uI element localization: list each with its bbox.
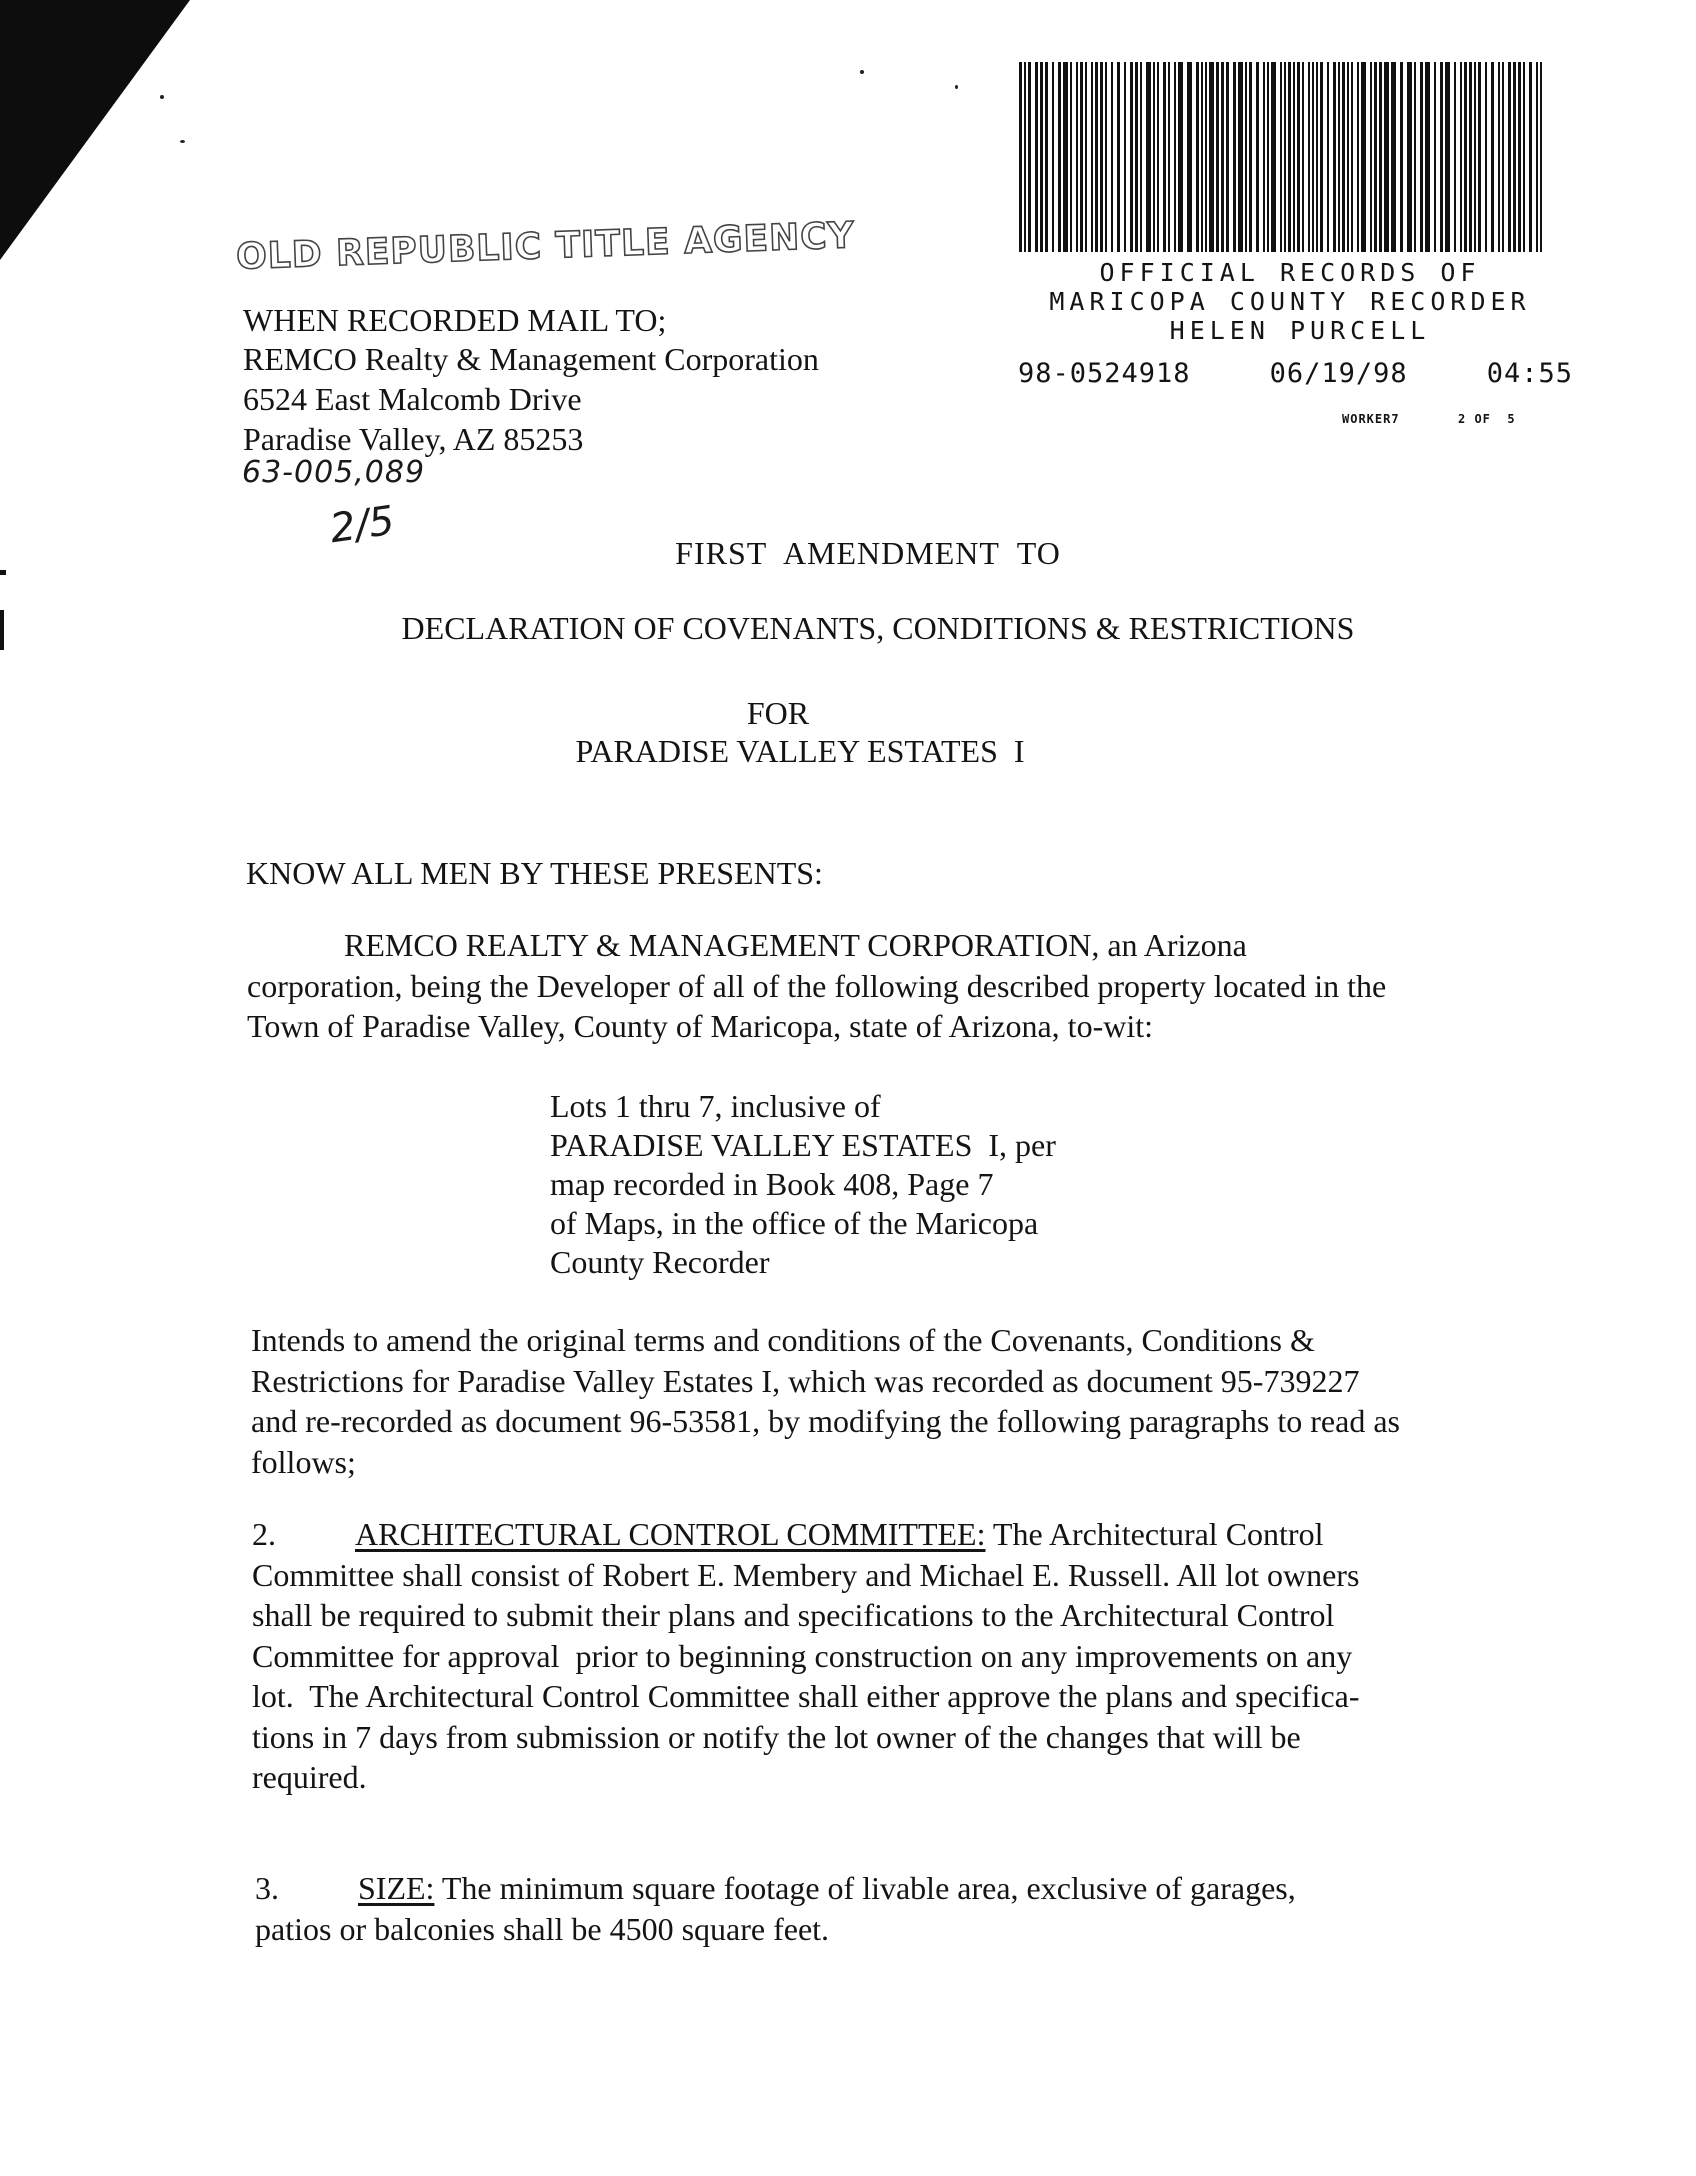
barcode-bar xyxy=(1293,62,1295,252)
paragraph-first-line xyxy=(252,1514,1442,1555)
barcode-bar xyxy=(1333,62,1336,252)
barcode-bar xyxy=(1316,62,1318,252)
legal-description-line: map recorded in Book 408, Page 7 xyxy=(550,1166,994,1202)
barcode-bar xyxy=(1019,62,1022,252)
barcode-bar xyxy=(1035,62,1038,252)
barcode-bar xyxy=(1040,62,1043,252)
paragraph-first-line xyxy=(255,1868,1445,1909)
scan-speck xyxy=(160,95,164,99)
paragraph-line: tions in 7 days from submission or notify the lot owner of the changes that will be xyxy=(252,1718,1301,1755)
barcode-bar xyxy=(1536,62,1538,252)
scan-speck xyxy=(860,70,864,74)
barcode-bar xyxy=(1529,62,1532,252)
scan-edge-mark xyxy=(0,610,4,650)
barcode-bar xyxy=(1058,62,1061,252)
paragraph-heading: SIZE: xyxy=(358,1870,435,1906)
barcode-bar xyxy=(1478,62,1481,252)
paragraph-number: 3. xyxy=(255,1870,279,1906)
paragraph-line: The Architectural Control xyxy=(985,1516,1324,1552)
barcode-bar xyxy=(1327,62,1329,252)
paragraph-number: 2. xyxy=(252,1516,276,1552)
mail-to-heading: WHEN RECORDED MAIL TO; xyxy=(243,302,667,338)
barcode-bar xyxy=(1464,62,1467,252)
legal-description xyxy=(550,1087,1056,1282)
barcode-bar xyxy=(1425,62,1430,252)
barcode-bar xyxy=(1379,62,1382,252)
intro-line: corporation, being the Developer of all of the following described property located in the xyxy=(247,967,1387,1004)
barcode-bar xyxy=(1095,62,1098,252)
barcode-bar xyxy=(1302,62,1304,252)
barcode-bar xyxy=(1157,62,1159,252)
barcode-bar xyxy=(1256,62,1259,252)
intro-line: Town of Paradise Valley, County of Maricopa, state of Arizona, to-wit: xyxy=(247,1008,1153,1044)
paragraph-line: required. xyxy=(252,1759,367,1795)
barcode-bar xyxy=(1221,62,1224,252)
barcode-bar xyxy=(1052,62,1054,252)
barcode-bar xyxy=(1523,62,1525,252)
barcode-bar xyxy=(1178,62,1183,252)
barcode-bar xyxy=(1370,62,1372,252)
barcode-bar xyxy=(1209,62,1214,252)
barcode-bar xyxy=(1312,62,1314,252)
legal-description-line: County Recorder xyxy=(550,1244,770,1280)
barcode-bar xyxy=(1124,62,1126,252)
barcode-bar xyxy=(1226,62,1229,252)
barcode-bar xyxy=(1518,62,1521,252)
barcode-bar xyxy=(1454,62,1456,252)
barcode-bar xyxy=(1288,62,1291,252)
barcode-bar xyxy=(1351,62,1353,252)
recorder-line-3: HELEN PURCELL xyxy=(1169,316,1431,345)
scan-edge-mark xyxy=(0,570,6,575)
paragraph-heading: ARCHITECTURAL CONTROL COMMITTEE: xyxy=(355,1516,986,1552)
title-line-4: PARADISE VALLEY ESTATES I xyxy=(575,733,1025,769)
amendment-line: Restrictions for Paradise Valley Estates I, which was recorded as document 95-739227 xyxy=(251,1362,1360,1399)
intro-line: REMCO REALTY & MANAGEMENT CORPORATION, an Arizona xyxy=(344,927,1247,963)
title-line-1: FIRST AMENDMENT TO xyxy=(675,535,1061,571)
barcode-bar xyxy=(1414,62,1416,252)
barcode-bar xyxy=(1491,62,1494,252)
barcode-bar xyxy=(1460,62,1462,252)
mail-to-address xyxy=(243,300,819,459)
barcode-bar xyxy=(1233,62,1236,252)
barcode-bar xyxy=(1135,62,1138,252)
barcode-bar xyxy=(1091,62,1093,252)
barcode-bar xyxy=(1407,62,1412,252)
barcode-bar xyxy=(1297,62,1300,252)
barcode-bar xyxy=(1249,62,1252,252)
barcode-bar xyxy=(1117,62,1120,252)
barcode-bar xyxy=(1513,62,1516,252)
barcode-bar xyxy=(1347,62,1349,252)
barcode-bar xyxy=(1263,62,1265,252)
paragraph-size xyxy=(255,1868,1445,1949)
amendment-line: Intends to amend the original terms and conditions of the Covenants, Conditions & xyxy=(251,1322,1315,1358)
legal-description-line: PARADISE VALLEY ESTATES I, per xyxy=(550,1127,1056,1163)
barcode-bar xyxy=(1308,62,1310,252)
barcode-bar xyxy=(1201,62,1203,252)
barcode-bar xyxy=(1140,62,1142,252)
barcode-bar xyxy=(1267,62,1269,252)
barcode-bar xyxy=(1163,62,1166,252)
barcode-bar xyxy=(1070,62,1072,252)
title-line-2: DECLARATION OF COVENANTS, CONDITIONS & RESTRICTIONS xyxy=(401,610,1355,646)
paragraph-architectural-committee xyxy=(252,1514,1442,1798)
barcode-bar xyxy=(1028,62,1031,252)
barcode-bar xyxy=(1238,62,1243,252)
barcode-bar xyxy=(1063,62,1068,252)
barcode-bar xyxy=(1105,62,1107,252)
barcode-bar xyxy=(1085,62,1087,252)
recorder-line-2: MARICOPA COUNTY RECORDER xyxy=(1049,287,1531,316)
amendment-paragraph xyxy=(251,1320,1481,1482)
barcode-bar xyxy=(1445,62,1450,252)
know-all-men: KNOW ALL MEN BY THESE PRESENTS: xyxy=(246,855,823,891)
recorder-line-1: OFFICIAL RECORDS OF xyxy=(1099,258,1481,287)
paragraph-line: lot. The Architectural Control Committee shall either approve the plans and specifica- xyxy=(252,1678,1360,1714)
paragraph-line: The minimum square footage of livable area, exclusive of garages, xyxy=(434,1870,1296,1906)
page-count: 2 OF 5 xyxy=(1458,412,1516,426)
handwritten-parcel-code: 63-005,089 xyxy=(242,455,426,490)
recorder-stamp xyxy=(1010,258,1570,345)
handwritten-page-note: 2/5 xyxy=(327,497,398,553)
barcode-bar xyxy=(1320,62,1323,252)
barcode-bar xyxy=(1045,62,1048,252)
paragraph-line: Committee for approval prior to beginning construction on any improvements on any xyxy=(252,1637,1353,1674)
barcode-bar xyxy=(1111,62,1113,252)
barcode-bar xyxy=(1168,62,1170,252)
title-agency-stamp: OLD REPUBLIC TITLE AGENCY xyxy=(235,215,856,278)
barcode-bar xyxy=(1502,62,1504,252)
barcode-bar xyxy=(1474,62,1476,252)
barcode-bar xyxy=(1508,62,1511,252)
barcode-bar xyxy=(1205,62,1207,252)
barcode-bar xyxy=(1146,62,1151,252)
barcode-bar xyxy=(1100,62,1103,252)
barcode-bar xyxy=(1357,62,1359,252)
barcode-bar xyxy=(1076,62,1078,252)
mail-to-city: Paradise Valley, AZ 85253 xyxy=(243,421,584,457)
barcode-bar xyxy=(1130,62,1133,252)
barcode-bar xyxy=(1498,62,1500,252)
record-time: 04:55 xyxy=(1486,358,1573,389)
barcode-bar xyxy=(1080,62,1083,252)
paragraph-line: Committee shall consist of Robert E. Membery and Michael E. Russell. All lot owners xyxy=(252,1556,1360,1593)
barcode-bar xyxy=(1384,62,1389,252)
barcode-bar xyxy=(1284,62,1286,252)
barcode-bar xyxy=(1374,62,1377,252)
barcode-bar xyxy=(1361,62,1366,252)
barcode-bar xyxy=(1271,62,1276,252)
barcode-bar xyxy=(1187,62,1192,252)
barcode-bar xyxy=(1391,62,1396,252)
mail-to-name: REMCO Realty & Management Corporation xyxy=(243,341,819,377)
barcode-bar xyxy=(1245,62,1247,252)
legal-description-line: of Maps, in the office of the Maricopa xyxy=(550,1205,1039,1241)
barcode-bar xyxy=(1485,62,1487,252)
barcode-bar xyxy=(1196,62,1199,252)
record-date: 06/19/98 xyxy=(1269,358,1408,389)
amendment-line: follows; xyxy=(251,1443,356,1480)
barcode-bar xyxy=(1216,62,1219,252)
barcode-bar xyxy=(1342,62,1345,252)
barcode-bar xyxy=(1338,62,1340,252)
legal-description-line: Lots 1 thru 7, inclusive of xyxy=(550,1088,881,1124)
barcode-bar xyxy=(1400,62,1403,252)
barcode-graphic xyxy=(1015,62,1545,252)
barcode-bar xyxy=(1174,62,1176,252)
barcode-bar xyxy=(1440,62,1443,252)
scan-corner-artifact xyxy=(0,0,190,260)
barcode-bar xyxy=(1024,62,1026,252)
scan-speck xyxy=(180,140,185,143)
amendment-line: and re-recorded as document 96-53581, by modifying the following paragraphs to read as xyxy=(251,1403,1400,1439)
document-number: 98-0524918 xyxy=(1018,358,1191,389)
scan-speck xyxy=(955,85,958,89)
mail-to-street: 6524 East Malcomb Drive xyxy=(243,381,582,417)
barcode-bar xyxy=(1280,62,1282,252)
barcode-bar xyxy=(1434,62,1436,252)
recorder-numbers xyxy=(1018,358,1573,389)
title-line-3: FOR xyxy=(746,695,810,731)
worker-id: WORKER7 xyxy=(1342,412,1400,426)
barcode-bar xyxy=(1153,62,1155,252)
barcode-bar xyxy=(1540,62,1542,252)
intro-paragraph xyxy=(247,925,1457,1047)
barcode xyxy=(1015,62,1545,252)
barcode-bar xyxy=(1420,62,1423,252)
paragraph-line: patios or balconies shall be 4500 square feet. xyxy=(255,1910,830,1947)
barcode-bar xyxy=(1469,62,1472,252)
paragraph-line: shall be required to submit their plans and specifications to the Architectural Control xyxy=(252,1597,1335,1633)
